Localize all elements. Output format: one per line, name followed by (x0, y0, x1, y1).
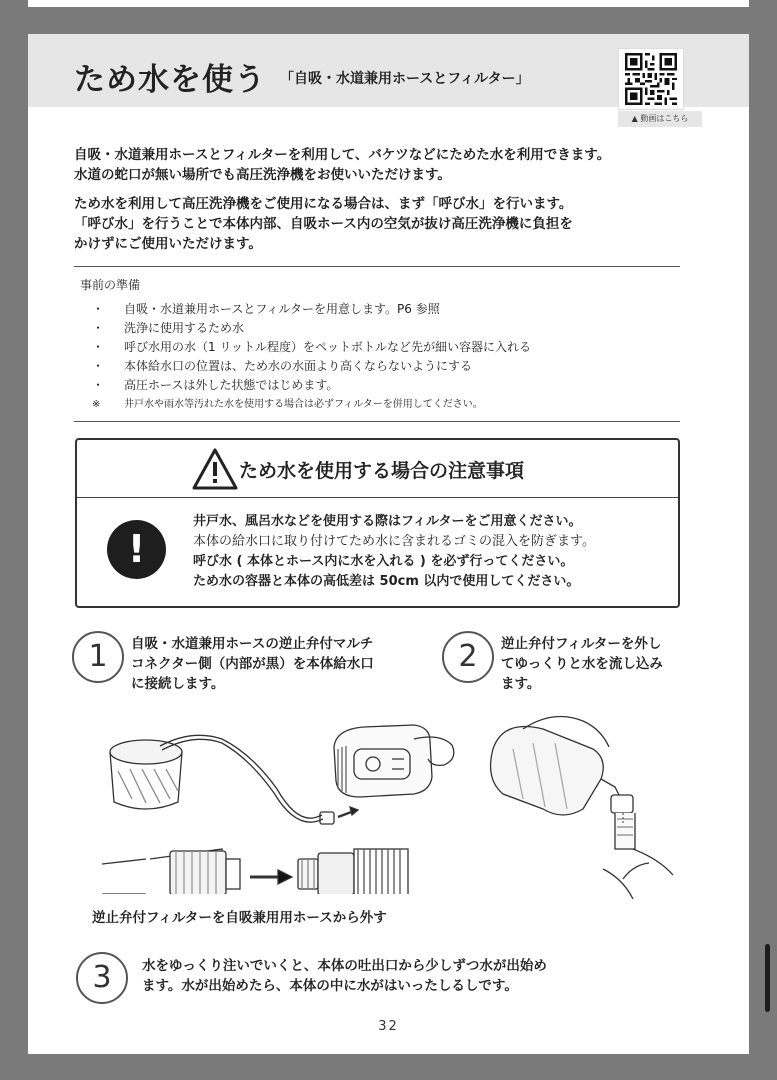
caution-line: 呼び水 ( 本体とホース内に水を入れる ) を必ず行ってください。 (193, 554, 574, 569)
previous-page-edge (28, 0, 749, 7)
list-item-text: 洗浄に使用するため水 (124, 321, 245, 335)
list-item (92, 300, 531, 319)
list-item (92, 357, 531, 376)
pouring-water-illustration (483, 699, 683, 899)
divider (74, 266, 680, 267)
caution-line: 井戸水、風呂水などを使用する際はフィルターをご用意ください。 (193, 514, 582, 529)
step-line: ます。 (501, 676, 541, 692)
scrollbar-thumb[interactable] (765, 944, 770, 1012)
list-item (92, 319, 531, 338)
step-2-number: 2 (442, 631, 494, 683)
caution-title-row (77, 440, 678, 498)
step-line: 水をゆっくり注いでいくと、本体の吐出口から少しずつ水が出始め (142, 958, 547, 974)
step-1-text (131, 634, 374, 694)
list-note (92, 395, 531, 414)
caution-line: 本体の給水口に取り付けてため水に含まれるゴミの混入を防ぎます。 (193, 534, 595, 549)
exclamation-icon: ! (107, 520, 166, 579)
bullet: ・ (92, 359, 105, 373)
step-3-text (142, 956, 547, 996)
illustration-caption: 逆止弁付フィルターを自吸兼用用ホースから外す (92, 910, 387, 926)
intro-paragraph-2 (74, 194, 573, 254)
step-3-number: 3 (76, 952, 128, 1004)
caution-title: ため水を使用する場合の注意事項 (239, 460, 525, 482)
list-item (92, 376, 531, 395)
bullet: ・ (92, 340, 105, 354)
step-1-number: 1 (72, 631, 124, 683)
page-title: ため水を使う (74, 62, 266, 98)
bullet: ・ (92, 378, 105, 392)
preparation-list (92, 300, 531, 414)
note-mark: ※ (92, 399, 101, 410)
list-item-text: 自吸・水道兼用ホースとフィルターを用意します。P6 参照 (124, 302, 440, 316)
caution-text (193, 512, 595, 592)
intro-line: 水道の蛇口が無い場所でも高圧洗浄機をお使いいただけます。 (74, 167, 451, 183)
step-line: てゆっくりと水を流し込み (501, 656, 663, 672)
caution-box (75, 438, 680, 608)
divider (74, 421, 680, 422)
page-subtitle: 「自吸・水道兼用ホースとフィルター」 (280, 71, 530, 87)
intro-line: かけずにご使用いただけます。 (74, 236, 262, 252)
bullet: ・ (92, 302, 105, 316)
step-line: 逆止弁付フィルターを外し (501, 636, 662, 652)
list-item-text: 高圧ホースは外した状態ではじめます。 (124, 378, 339, 392)
step-line: に接続します。 (131, 676, 225, 692)
intro-line: 「呼び水」を行うことで本体内部、自吸ホース内の空気が抜け高圧洗浄機に負担を (74, 216, 573, 232)
intro-line: ため水を利用して高圧洗浄機をご使用になる場合は、まず「呼び水」を行います。 (74, 196, 573, 212)
note-text: 井戸水や雨水等汚れた水を使用する場合は必ずフィルターを併用してください。 (124, 399, 483, 410)
intro-paragraph-1 (74, 145, 610, 185)
page-number: 32 (378, 1019, 399, 1034)
list-item-text: 本体給水口の位置は、ため水の水面より高くならないようにする (124, 359, 473, 373)
list-item (92, 338, 531, 357)
preparation-heading: 事前の準備 (80, 278, 141, 292)
warning-triangle-icon (192, 448, 238, 490)
caution-line: ため水の容器と本体の高低差は 50cm 以内で使用してください。 (193, 574, 580, 589)
video-link-label[interactable]: ▲ 動画はこちら (618, 111, 702, 127)
hose-connection-illustration (102, 699, 462, 894)
intro-line: 自吸・水道兼用ホースとフィルターを利用して、バケツなどにためた水を利用できます。 (74, 147, 611, 163)
bullet: ・ (92, 321, 105, 335)
step-line: 自吸・水道兼用ホースの逆止弁付マルチ (131, 636, 374, 652)
qr-code[interactable] (618, 48, 684, 110)
step-2-text (501, 634, 663, 694)
step-line: コネクター側（内部が黒）を本体給水口 (131, 656, 374, 672)
list-item-text: 呼び水用の水（1 リットル程度）をペットボトルなど先が細い容器に入れる (124, 340, 531, 354)
manual-page (28, 34, 749, 1054)
step-line: ます。水が出始めたら、本体の中に水がはいったしるしです。 (142, 978, 518, 994)
